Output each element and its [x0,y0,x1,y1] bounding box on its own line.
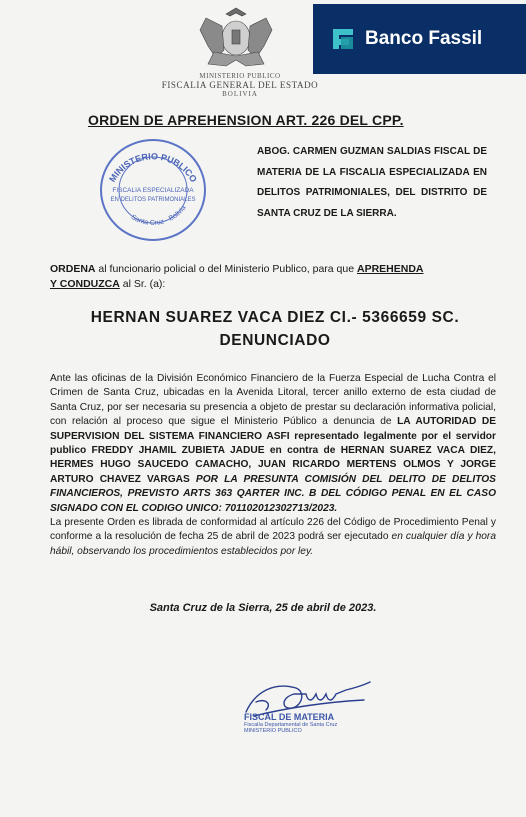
body-paragraph-1 [50,372,496,516]
svg-text:Santa Cruz - Bolivia [130,204,188,226]
ordena-action-1: APREHENDA [357,263,424,275]
bolivia-coat-of-arms-icon [186,6,286,72]
accused-line-2: DENUNCIADO [219,332,331,349]
addressee-block: ABOG. CARMEN GUZMAN SALDIAS FISCAL DE MATERIA DE LA FISCALIA ESPECIALIZADA EN DELITOS PATRIMONIALES, DEL DISTRITO DE SANTA CRUZ DE LA SIERRA. [257,146,487,219]
institution-header [140,72,340,99]
institution-line-2: FISCALIA GENERAL DEL ESTADO [161,80,319,90]
stamp-line-3: MINISTERIO PUBLICO [244,728,302,734]
ordena-text-2: al Sr. (a): [119,278,166,290]
ordena-word: ORDENA [50,263,96,275]
stamp-line-2: Fiscalía Departamental de Santa Cruz [244,722,338,728]
order-body [50,372,496,559]
body-p1-bold: LA AUTORIDAD DE SUPERVISION DEL SISTEMA FINANCIERO ASFI representado legalmente por el servidor publico FREDDY JHAMIL ZUBIETA JADUE en contra de HERNAN SUAREZ VACA DIEZ, HERMES HUGO SAUCEDO CAMACHO, JUAN RICARDO MERTENS OLMOS Y JORGE ARTURO CHAVEZ VARGAS [50,416,496,485]
body-p2-plain: La presente Orden es librada de conformidad al artículo 226 del Código de Procedimiento Penal y conforme a la resolución de fecha 25 de abril de 2023 podrá ser ejecutado [50,517,496,543]
date-line: Santa Cruz de la Sierra, 25 de abril de 2023. [149,602,377,614]
seal-center-line-2: EN DELITOS PATRIMONIALES [110,197,196,203]
institution-line-1: MINISTERIO PUBLICO [199,72,281,80]
seal-center-line-1: FISCALIA ESPECIALIZADA [112,187,194,194]
bank-logo-icon [329,25,357,53]
brand-name: Banco Fassil [365,28,483,49]
seal-bottom-text: Santa Cruz - Bolivia [129,204,188,227]
body-p2-italic: en cualquier día y hora hábil, observando los procedimientos establecidos por ley. [50,531,496,557]
institution-line-3: BOLIVIA [222,90,258,98]
document-title: ORDEN DE APREHENSION ART. 226 DEL CPP. [88,112,404,128]
signature-stamp [244,712,364,734]
official-seal-stamp [96,134,210,244]
accused-name-block [60,306,490,352]
body-p1-bolditalic: POR LA PRESUNTA COMISIÓN DEL DELITO DE DELITOS FINANCIEROS, PREVISTO ARTS 363 QARTER INC. B DEL CÓDIGO PENAL EN EL CASO SIGNADO CON EL CODIGO UNICO: 701102012302713/2023. [50,473,496,514]
ordena-text-1: al funcionario policial o del Ministerio Publico, para que [95,263,357,275]
accused-line-1: HERNAN SUAREZ VACA DIEZ CI.- 5366659 SC. [90,309,460,326]
seal-top-text: MINISTERIO PUBLICO [107,151,199,185]
body-p1-plain: Ante las oficinas de la División Económico Financiero de la Fuerza Especial de Lucha Contra el Crimen de Santa Cruz, ubicadas en la Avenida Litoral, tercer anillo externo de esta ciudad de Santa Cruz, por ser necesaria su presencia a objeto de prestar su declaración informativa policial, con relación al proceso que sigue el Ministerio Público a denuncia de [50,373,496,428]
brand-logo-banner [313,4,526,74]
order-instruction [50,262,490,292]
body-paragraph-2 [50,516,496,559]
ordena-action-2: Y CONDUZCA [50,278,120,290]
stamp-title: FISCAL DE MATERIA [244,712,335,722]
